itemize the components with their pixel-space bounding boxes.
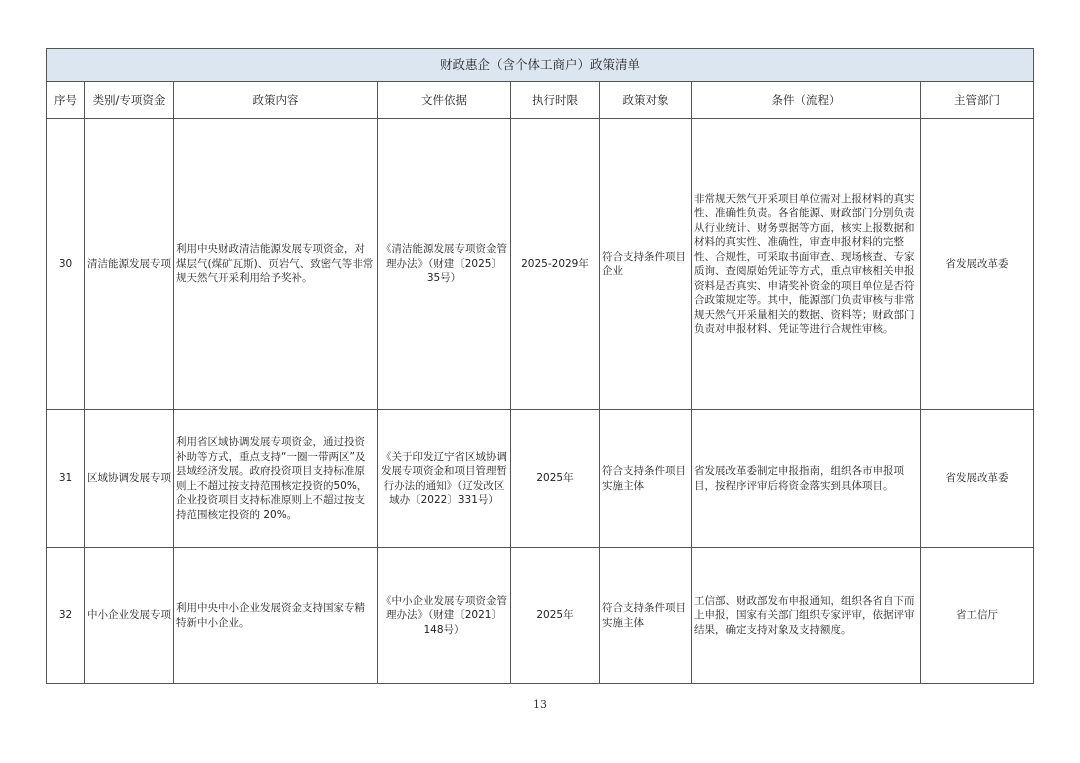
cell-period: 2025年	[511, 548, 600, 684]
header-category: 类别/专项资金	[85, 82, 174, 119]
header-content: 政策内容	[174, 82, 378, 119]
cell-content: 利用中央财政清洁能源发展专项资金，对煤层气(煤矿瓦斯)、页岩气、致密气等非常规天然气开采利用给予奖补。	[174, 119, 378, 410]
cell-target: 符合支持条件项目企业	[600, 119, 692, 410]
table-row	[47, 548, 1034, 684]
cell-category: 清洁能源发展专项	[85, 119, 174, 410]
header-target: 政策对象	[600, 82, 692, 119]
cell-seq: 30	[47, 119, 85, 410]
cell-basis: 《中小企业发展专项资金管理办法》（财建〔2021〕148号）	[378, 548, 511, 684]
cell-department: 省发展改革委	[921, 410, 1034, 548]
cell-basis: 《关于印发辽宁省区域协调发展专项资金和项目管理暂行办法的通知》（辽发改区域办〔2022〕331号）	[378, 410, 511, 548]
cell-category: 区域协调发展专项	[85, 410, 174, 548]
cell-conditions: 非常规天然气开采项目单位需对上报材料的真实性、准确性负责。各省能源、财政部门分别负责从行业统计、财务票据等方面，核实上报数据和材料的真实性、准确性，审查申报材料的完整性、合规性，可采取书面审查、现场核查、专家质询、查阅原始凭证等方式，重点审核相关申报资料是否真实、申请奖补资金的项目单位是否符合政策规定等。其中，能源部门负责审核与非常规天然气开采量相关的数据、资料等；财政部门负责对申报材料、凭证等进行合规性审核。	[692, 119, 921, 410]
cell-target: 符合支持条件项目实施主体	[600, 548, 692, 684]
cell-period: 2025年	[511, 410, 600, 548]
header-department: 主管部门	[921, 82, 1034, 119]
cell-department: 省发展改革委	[921, 119, 1034, 410]
table-title: 财政惠企（含个体工商户）政策清单	[47, 49, 1034, 82]
cell-seq: 31	[47, 410, 85, 548]
table-row	[47, 410, 1034, 548]
cell-target: 符合支持条件项目实施主体	[600, 410, 692, 548]
policy-table	[46, 48, 1034, 684]
table-row	[47, 119, 1034, 410]
cell-period: 2025-2029年	[511, 119, 600, 410]
cell-category: 中小企业发展专项	[85, 548, 174, 684]
header-row	[47, 82, 1034, 119]
cell-content: 利用中央中小企业发展资金支持国家专精特新中小企业。	[174, 548, 378, 684]
header-basis: 文件依据	[378, 82, 511, 119]
cell-content: 利用省区域协调发展专项资金，通过投资补助等方式，重点支持“一圈一带两区”及县域经济发展。政府投资项目支持标准原则上不超过按支持范围核定投资的50%，企业投资项目支持标准原则上不超过按支持范围核定投资的 20%。	[174, 410, 378, 548]
header-conditions: 条件（流程）	[692, 82, 921, 119]
page-number: 13	[533, 698, 547, 711]
cell-department: 省工信厅	[921, 548, 1034, 684]
cell-conditions: 省发展改革委制定申报指南，组织各市申报项目，按程序评审后将资金落实到具体项目。	[692, 410, 921, 548]
header-period: 执行时限	[511, 82, 600, 119]
header-seq: 序号	[47, 82, 85, 119]
cell-seq: 32	[47, 548, 85, 684]
cell-basis: 《清洁能源发展专项资金管理办法》（财建〔2025〕35号）	[378, 119, 511, 410]
cell-conditions: 工信部、财政部发布申报通知，组织各省自下而上申报，国家有关部门组织专家评审，依据评审结果，确定支持对象及支持额度。	[692, 548, 921, 684]
